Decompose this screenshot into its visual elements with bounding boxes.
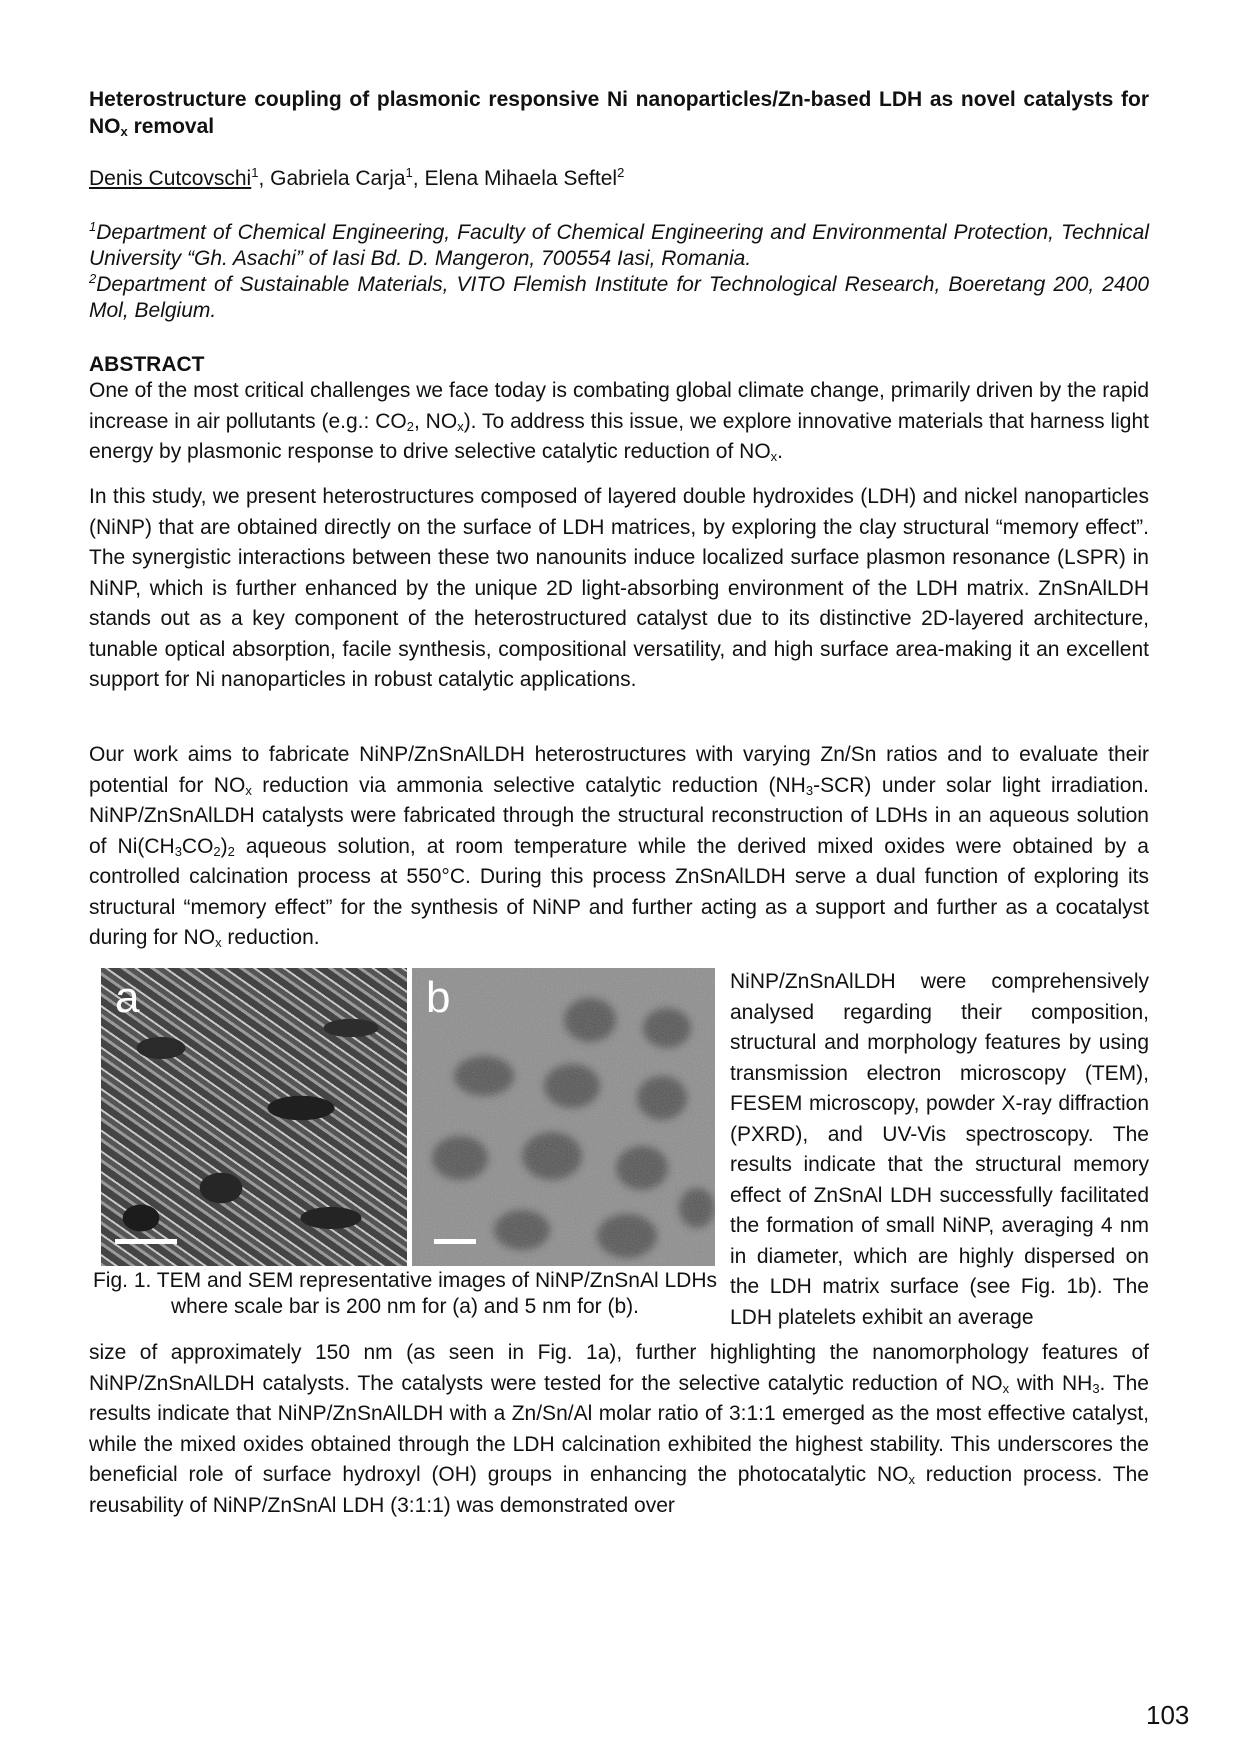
scale-bar-b (434, 1239, 476, 1244)
figure-1 (101, 968, 715, 1266)
panel-label-a: a (115, 973, 140, 1022)
figure-caption: Fig. 1. TEM and SEM representative images of NiNP/ZnSnAl LDHs where scale bar is 200 nm for (a) and 5 nm for (b). (92, 1269, 718, 1318)
author-affiliation-mark: 1 (251, 165, 259, 180)
sem-image-panel-a (101, 968, 407, 1266)
scale-bar-a (115, 1239, 177, 1244)
tem-image-panel-b (412, 968, 715, 1266)
paper-title: Heterostructure coupling of plasmonic responsive Ni nanoparticles/Zn-based LDH as novel catalysts for $NO_x$ removal (89, 88, 1149, 139)
abstract-heading: ABSTRACT (89, 353, 205, 376)
side-column-paragraph: NiNP/ZnSnAlLDH were comprehensively analysed regarding their composition, structural and morphology features by using transmission electron microscopy (TEM), FESEM microscopy, powder X-ray diffraction (PXRD), and UV-Vis spectroscopy. The results indicate that the structural memory effect of ZnSnAl LDH successfully facilitated the formation of small NiNP, averaging 4 nm in diameter, which are highly dispersed on the LDH matrix surface (see Fig. 1b). The LDH platelets exhibit an average (730, 970, 1149, 1329)
affiliation: $^1$Department of Chemical Engineering, Faculty of Chemical Engineering and Environmental Protection, Technical University “Gh. Asachi” of Iasi Bd. D. Mangeron, 700554 Iasi, Romania. (89, 219, 1149, 270)
page-number: 103 (1146, 1700, 1190, 1730)
abstract-paragraph-3: Our work aims to fabricate NiNP/ZnSnAlLDH heterostructures with varying Zn/Sn ratios and to evaluate their potential for $NO_x$ reduction via ammonia selective catalytic reduction $(NH_3-SCR)$ under solar light irradiation. NiNP/ZnSnAlLDH catalysts were fabricated through the structural reconstruction of LDHs in an aqueous solution of $Ni(CH_3CO_2)_2$ aqueous solution, at room temperature while the derived mixed oxides were obtained by a controlled calcination process at 550°C. During this process ZnSnAlLDH serve a dual function of exploring its structural “memory effect” for the synthesis of NiNP and further acting as a support and further as a cocatalyst during for $NO_x$ reduction. (89, 743, 1150, 950)
author-name: Denis Cutcovschi (89, 167, 252, 190)
continuation-paragraph: size of approximately 150 nm (as seen in Fig. 1a), further highlighting the nanomorphology features of NiNP/ZnSnAlLDH catalysts. The catalysts were tested for the selective catalytic reduction of $NO_x$ with $NH_3$. The results indicate that NiNP/ZnSnAlLDH with a Zn/Sn/Al molar ratio of 3:1:1 emerged as the most effective catalyst, while the mixed oxides obtained through the LDH calcination exhibited the highest stability. This underscores the beneficial role of surface hydroxyl (OH) groups in enhancing the photocatalytic $NO_x$ reduction process. The reusability of NiNP/ZnSnAl LDH (3:1:1) was demonstrated over (89, 1341, 1149, 1517)
affiliations (89, 220, 1149, 324)
author-name: Elena Mihaela Seftel (424, 167, 618, 190)
abstract-paragraph-1: One of the most critical challenges we face today is combating global climate change, primarily driven by the rapid increase in air pollutants (e.g.: $CO_2$, $NO_x$). To address this issue, we explore innovative materials that harness light energy by plasmonic response to drive selective catalytic reduction of $NO_x$. (89, 379, 1149, 464)
author-name: Gabriela Carja (270, 167, 406, 190)
tem-image-graphic (412, 968, 715, 1266)
author-affiliation-mark: 1 (405, 165, 413, 180)
affiliation: $^2$Department of Sustainable Materials, VITO Flemish Institute for Technological Research, Boeretang 200, 2400 Mol, Belgium. (89, 271, 1149, 322)
author-list: Denis Cutcovschi$^1$, Gabriela Carja$^1$, Elena Mihaela Seftel$^2$ (89, 165, 625, 190)
panel-label-b: b (426, 973, 451, 1022)
abstract-paragraph-2: In this study, we present heterostructures composed of layered double hydroxides (LDH) and nickel nanoparticles (NiNP) that are obtained directly on the surface of LDH matrices, by exploring the clay structural “memory effect”. The synergistic interactions between these two nanounits induce localized surface plasmon resonance (LSPR) in NiNP, which is further enhanced by the unique 2D light-absorbing environment of the LDH matrix. ZnSnAlLDH stands out as a key component of the heterostructured catalyst due to its distinctive 2D-layered architecture, tunable optical absorption, facile synthesis, compositional versatility, and high surface area-making it an excellent support for Ni nanoparticles in robust catalytic applications. (89, 485, 1149, 691)
author-affiliation-mark: 2 (617, 165, 625, 180)
